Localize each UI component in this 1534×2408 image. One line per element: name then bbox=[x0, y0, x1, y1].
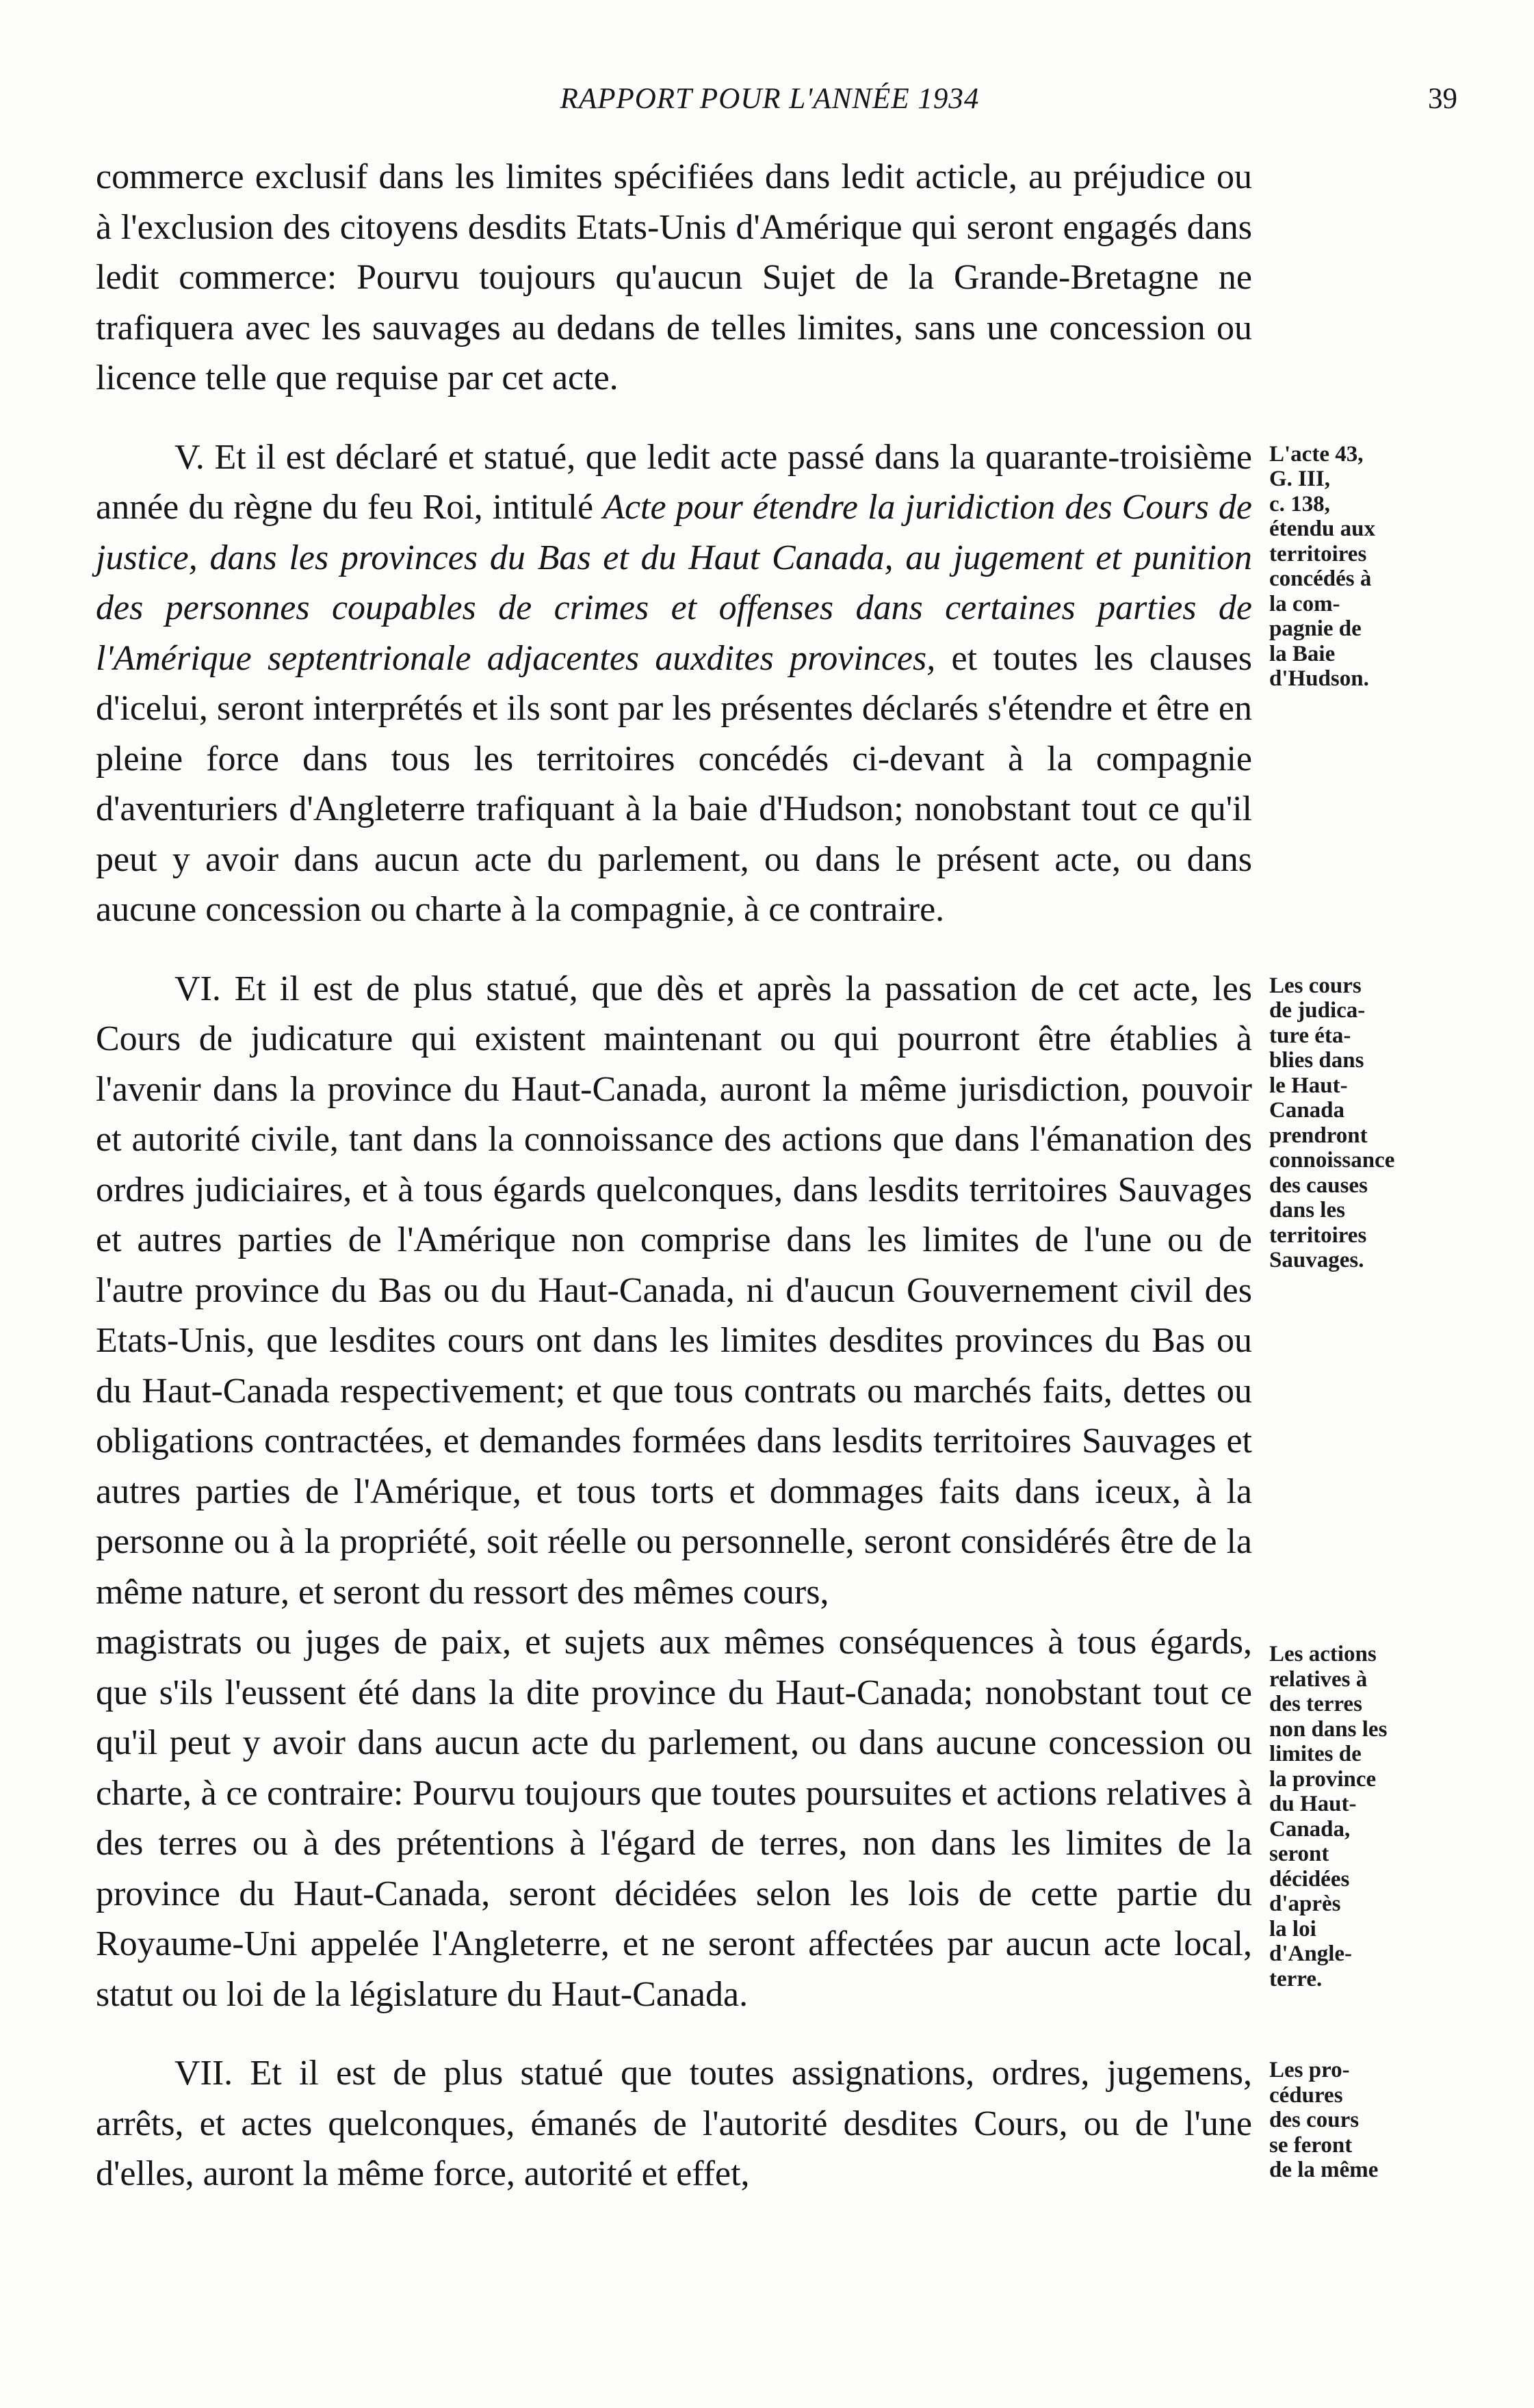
margin-note-procedures: Les pro- cédures des cours se feront de la même bbox=[1269, 2058, 1379, 2182]
paragraph-block bbox=[96, 152, 1437, 404]
section-vi-block-continued bbox=[96, 1617, 1437, 2019]
paragraph-section-vii: VII. Et il est de plus statué que toutes assignations, ordres, jugemens, arrêts, et actes quelconques, émanés de l'autorité desdites Cours, ou de l'une d'elles, auront la même force, autorité et effet, bbox=[96, 2054, 1252, 2193]
section-v-rest: et toutes les clauses d'icelui, seront interprétés et ils sont par les présentes déclarés s'étendre et être en pleine force dans tous les territoires concédés ci-devant à la compagnie d'aventuriers d'Angleterre trafiquant à la baie d'Hudson; nonobstant tout ce qu'il peut y avoir dans aucun acte du parlement, ou dans le présent acte, ou dans aucune concession ou charte à la compagnie, à ce contraire. bbox=[96, 638, 1252, 929]
act-title: Acte pour étendre la juridiction des Cours de justice, dans les provinces du Bas et du Haut Canada, au jugement et punition des personnes coupables de crimes et offenses dans certaines parties de l'Amérique septentrionale adjacentes auxdites provinces, bbox=[96, 488, 1252, 678]
margin-note-acte-43: L'acte 43, G. III, c. 138, étendu aux territoires concédés à la com- pagnie de la Baie d'Hudson. bbox=[1269, 441, 1375, 691]
section-v-block bbox=[96, 432, 1437, 935]
running-title: RAPPORT POUR L'ANNÉE 1934 bbox=[560, 83, 980, 115]
paragraph-section-v bbox=[96, 432, 1252, 935]
paragraph-continuation: commerce exclusif dans les limites spécifiées dans ledit acticle, au préjudice ou à l'exclusion des citoyens desdits Etats-Unis d'Amérique qui seront engagés dans ledit commerce: Pourvu toujours qu'aucun Sujet de la Grande-Bretagne ne trafiquera avec les sauvages au dedans de telles limites, sans une concession ou licence telle que requise par cet acte. bbox=[96, 157, 1252, 397]
section-vi-block bbox=[96, 964, 1437, 1618]
paragraph-section-vi-part2: magistrats ou juges de paix, et sujets aux mêmes conséquences à tous égards, que s'ils l'eussent été dans la dite province du Haut-Canada; nonobstant tout ce qu'il peut y avoir dans aucun acte du parlement, ou dans aucune concession ou charte, à ce contraire: Pourvu toujours que toutes poursuites et actions relatives à des terres ou à des prétentions à l'égard de terres, non dans les limites de la province du Haut-Canada, seront décidées selon les lois de cette partie du Royaume-Uni appelée l'Angleterre, et ne seront affectées par aucun acte local, statut ou loi de la législature du Haut-Canada. bbox=[96, 1623, 1252, 2014]
page-number: 39 bbox=[1428, 83, 1457, 115]
section-vii-block bbox=[96, 2048, 1437, 2199]
paragraph-section-vi-part1: VI. Et il est de plus statué, que dès et après la passation de cet acte, les Cours de judicature qui existent maintenant ou qui pourront être établies à l'avenir dans la province du Haut-Canada, auront la même jurisdiction, pouvoir et autorité civile, tant dans la connoissance des actions que dans l'émanation des ordres judiciaires, et à tous égards quelconques, dans lesdits territoires Sauvages et autres parties de l'Amérique non comprise dans les limites de l'une ou de l'autre province du Bas ou du Haut-Canada, ni d'aucun Gouvernement civil des Etats-Unis, que lesdites cours ont dans les limites desdites provinces du Bas ou du Haut-Canada respectivement; et que tous contrats ou marchés faits, dettes ou obligations contractées, et demandes formées dans lesdits territoires Sauvages et autres parties de l'Amérique, et tous torts et dommages faits dans iceux, à la personne ou à la propriété, soit réelle ou personnelle, seront considérés être de la même nature, et seront du ressort des mêmes cours, bbox=[96, 969, 1252, 1612]
margin-note-cours-judicature: Les cours de judica- ture éta- blies dans le Haut- Canada prendront connoissance des causes dans les territoires Sauvages. bbox=[1269, 973, 1395, 1272]
margin-note-actions-terres: Les actions relatives à des terres non dans les limites de la province du Haut- Canada, seront décidées d'après la loi d'Angle- terre. bbox=[1269, 1642, 1388, 1991]
page-header bbox=[96, 82, 1457, 130]
page-body bbox=[96, 152, 1437, 2199]
section-v-lead: V. Et il est déclaré et statué, que ledit acte passé dans la quarante-troisième année du règne du feu Roi, intitulé bbox=[96, 437, 1252, 527]
